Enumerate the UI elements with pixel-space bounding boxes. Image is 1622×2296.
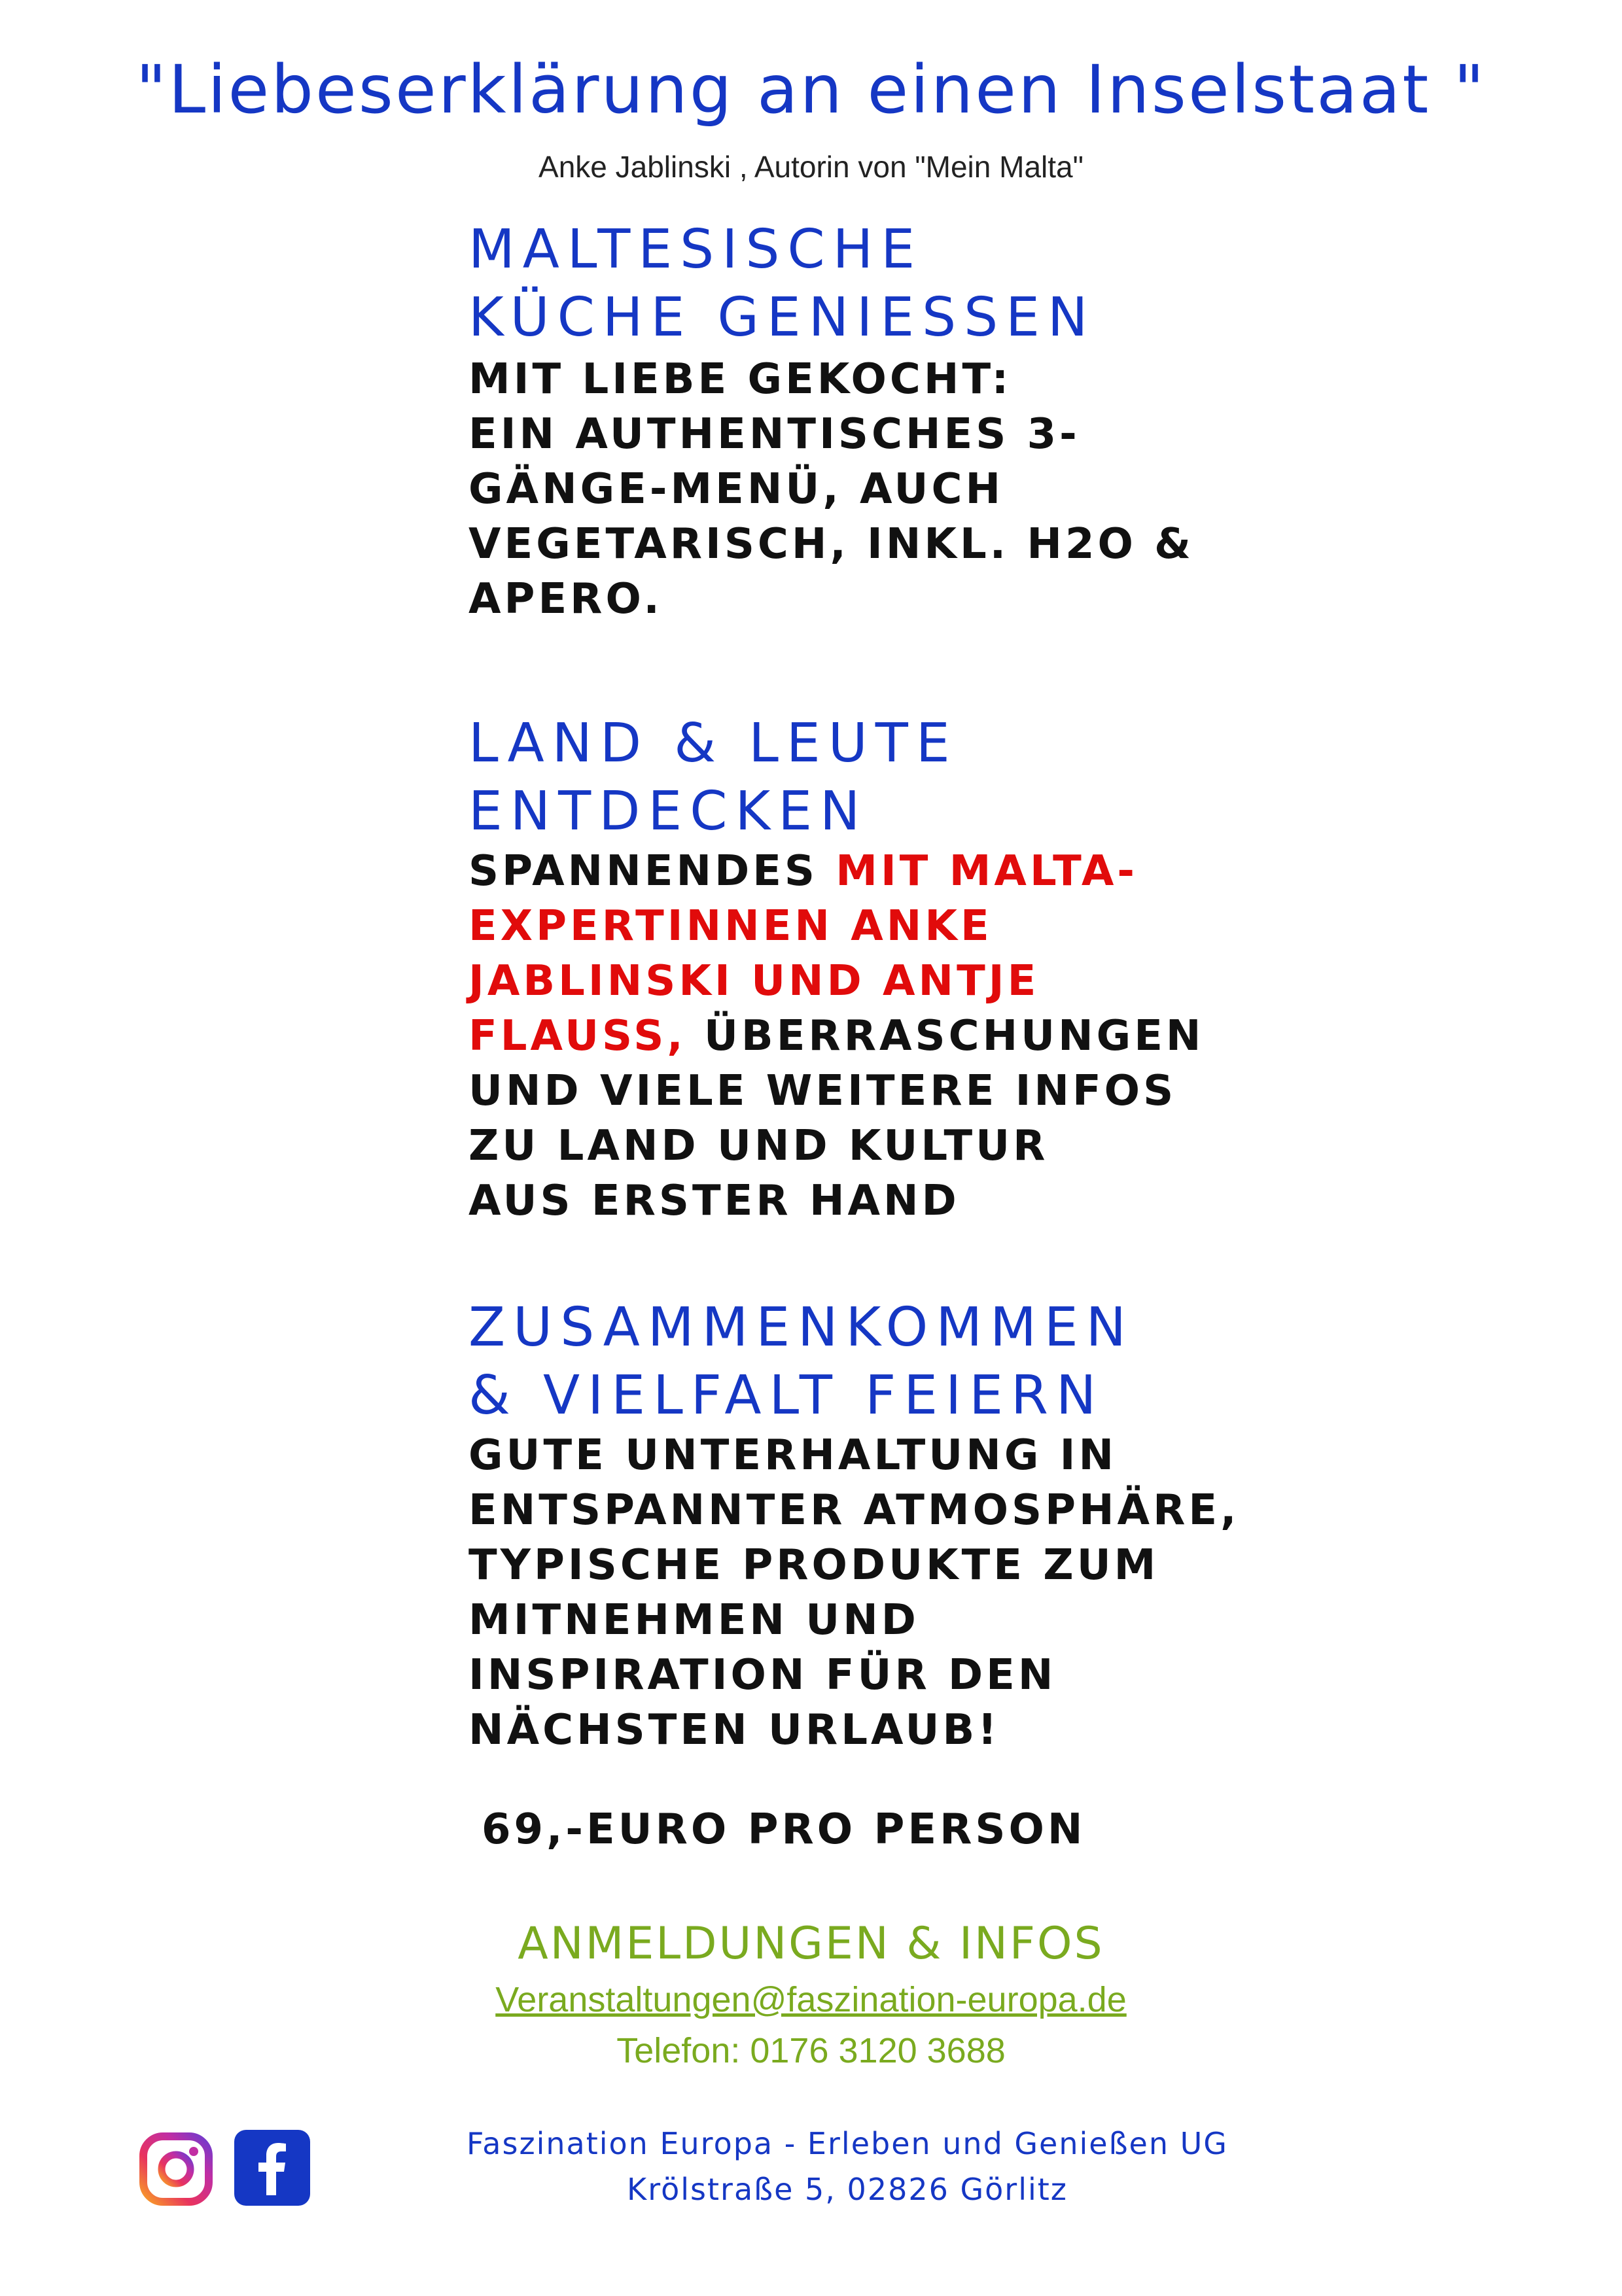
page-title: "Liebeserklärung an einen Inselstaat " (135, 51, 1487, 129)
section-heading-together (468, 1294, 1319, 1430)
section-body-together (468, 1428, 1384, 1758)
heading-line: LAND & LEUTE (468, 712, 958, 774)
email-link[interactable]: Veranstaltungen@faszination-europa.de (495, 1980, 1127, 2019)
body-line: GUTE UNTERHALTUNG IN (468, 1431, 1117, 1480)
highlight-line: JABLINSKI UND ANTJE (468, 957, 1040, 1005)
body-line: GÄNGE-MENÜ, AUCH (468, 465, 1004, 513)
highlight-text: FLAUSS, (468, 1012, 686, 1060)
body-line: ZU LAND UND KULTUR (468, 1122, 1049, 1170)
section-body-cuisine (468, 352, 1384, 627)
body-line: AUS ERSTER HAND (468, 1177, 960, 1225)
phone-number: Telefon: 0176 3120 3688 (616, 2031, 1006, 2070)
body-text-black: SPANNENDES (468, 847, 836, 896)
body-line (468, 1009, 1384, 1064)
body-line: INSPIRATION FÜR DEN (468, 1651, 1057, 1699)
body-line: EIN AUTHENTISCHES 3- (468, 410, 1080, 459)
body-line (468, 844, 1384, 899)
price-text: 69,-EURO PRO PERSON (482, 1805, 1086, 1854)
footer-address: Krölstraße 5, 02826 Görlitz (627, 2172, 1068, 2207)
body-line: TYPISCHE PRODUKTE ZUM (468, 1541, 1159, 1590)
facebook-icon[interactable] (234, 2130, 310, 2206)
body-line: ENTSPANNTER ATMOSPHÄRE, (468, 1486, 1240, 1535)
heading-line: ENTDECKEN (468, 780, 868, 843)
body-line: UND VIELE WEITERE INFOS (468, 1067, 1177, 1115)
instagram-icon-graphic (138, 2131, 214, 2207)
heading-line: KÜCHE GENIESSEN (468, 287, 1096, 349)
body-line: APERO. (468, 575, 663, 623)
highlight-text: MIT MALTA- (836, 847, 1138, 896)
highlight-line: EXPERTINNEN ANKE (468, 902, 993, 950)
registration-heading: ANMELDUNGEN & INFOS (518, 1918, 1104, 1970)
heading-line: MALTESISCHE (468, 218, 923, 281)
section-heading-cuisine (468, 216, 1319, 352)
footer-company: Faszination Europa - Erleben und Genießen UG (467, 2126, 1228, 2161)
body-text-black: ÜBERRASCHUNGEN (686, 1012, 1205, 1060)
body-line: MIT LIEBE GEKOCHT: (468, 355, 1012, 404)
facebook-icon-graphic (234, 2130, 310, 2206)
body-line: NÄCHSTEN URLAUB! (468, 1706, 1000, 1754)
body-line: VEGETARISCH, INKL. H2O & (468, 520, 1194, 568)
section-body-land (468, 844, 1384, 1228)
body-line: MITNEHMEN UND (468, 1596, 919, 1644)
instagram-icon[interactable] (138, 2131, 214, 2207)
section-heading-land (468, 710, 1319, 846)
heading-line: & VIELFALT FEIERN (468, 1365, 1104, 1427)
heading-line: ZUSAMMENKOMMEN (468, 1296, 1134, 1359)
page-subtitle: Anke Jablinski , Autorin von "Mein Malta" (538, 150, 1084, 184)
